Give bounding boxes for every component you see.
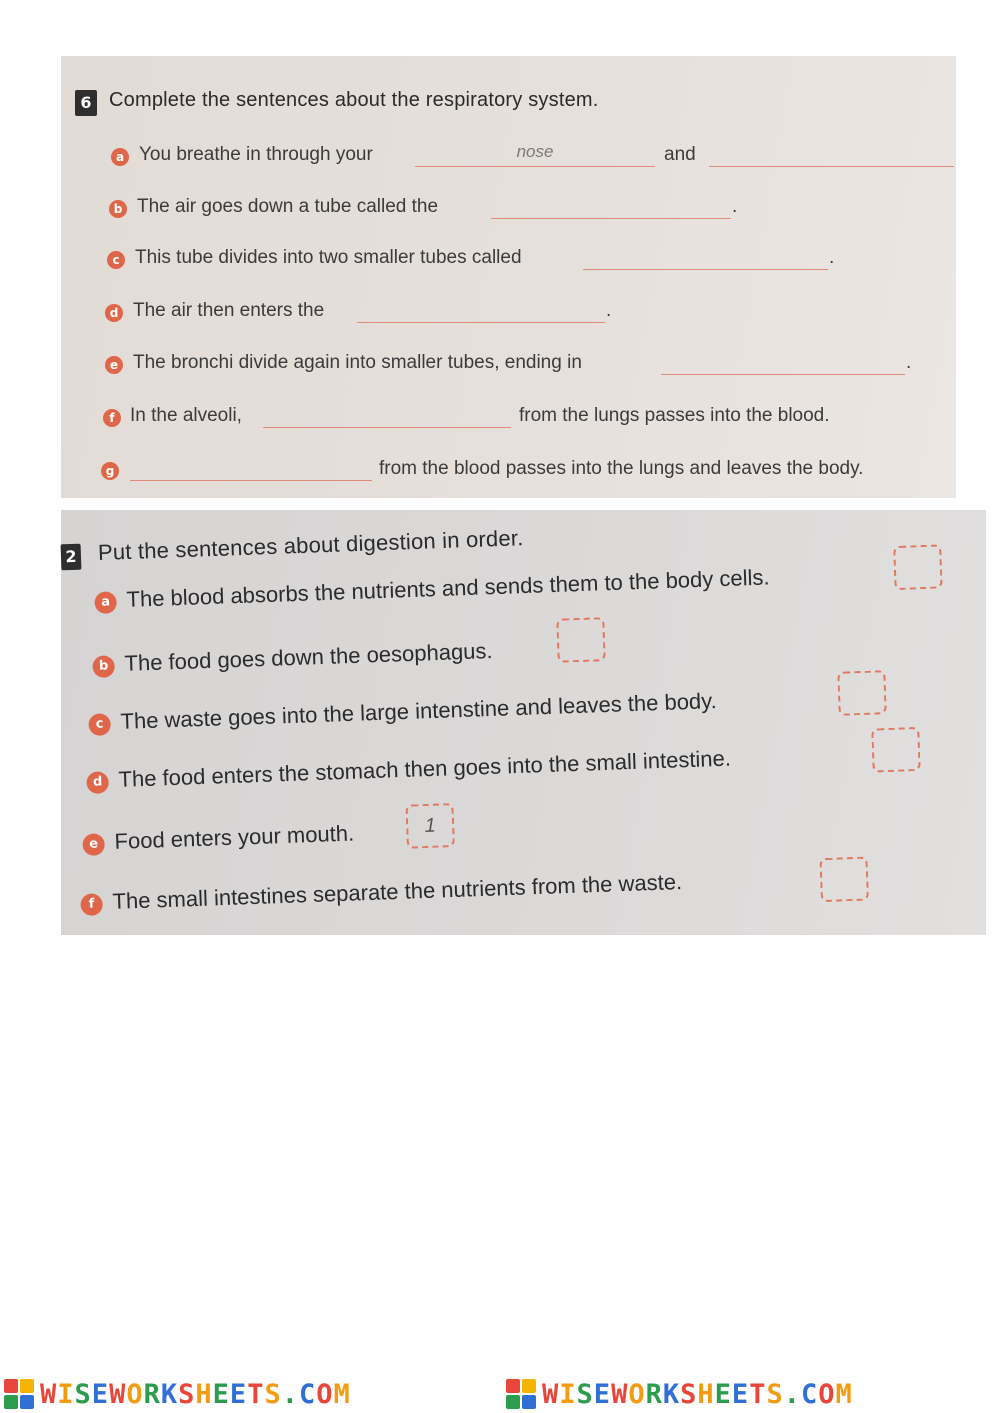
sentence-text: The food enters the stomach then goes into the small intestine. bbox=[118, 745, 732, 792]
order-box[interactable] bbox=[871, 727, 921, 773]
watermark-letter: C bbox=[800, 1378, 819, 1410]
sentence-text: from the blood passes into the lungs and leaves the body. bbox=[379, 458, 864, 479]
wise-logo-icon bbox=[4, 1379, 34, 1409]
answer-blank[interactable] bbox=[709, 142, 954, 167]
sentence-text: from the lungs passes into the blood. bbox=[519, 405, 830, 426]
sentence-text: and bbox=[664, 144, 696, 165]
watermark-left bbox=[4, 1376, 351, 1412]
sentence-e bbox=[61, 352, 956, 382]
item-letter-d: d bbox=[105, 304, 123, 322]
sentence-g bbox=[61, 458, 956, 488]
watermark-letter: E bbox=[593, 1378, 612, 1410]
logo-tile bbox=[506, 1379, 520, 1393]
logo-tile bbox=[522, 1379, 536, 1393]
sentence-f bbox=[61, 405, 956, 435]
watermark-letter: T bbox=[749, 1378, 767, 1410]
sentence-text: Food enters your mouth. bbox=[114, 820, 355, 854]
exercise-number-badge: 2 bbox=[61, 544, 82, 571]
sentence-text: The air goes down a tube called the bbox=[137, 196, 439, 217]
watermark-letter: C bbox=[298, 1378, 317, 1410]
sentence-text: You breathe in through your bbox=[139, 144, 373, 165]
answer-blank-nose[interactable]: nose bbox=[415, 142, 655, 167]
watermark-letter: W bbox=[611, 1378, 629, 1410]
watermark-letter: R bbox=[645, 1378, 663, 1410]
item-letter-g: g bbox=[101, 462, 119, 480]
wise-logo-icon bbox=[506, 1379, 536, 1409]
exercise-title: Put the sentences about digestion in order. bbox=[97, 525, 524, 565]
watermark-letter: O bbox=[628, 1378, 646, 1410]
order-box[interactable] bbox=[819, 857, 869, 903]
order-item-a bbox=[94, 558, 965, 638]
sentence-a bbox=[61, 144, 956, 174]
answer-blank[interactable] bbox=[491, 194, 731, 219]
watermark-letter: I bbox=[559, 1378, 577, 1410]
watermark-text bbox=[40, 1379, 351, 1410]
watermark-letter: H bbox=[697, 1378, 715, 1410]
item-letter-d: d bbox=[86, 771, 109, 794]
sentence-text: The blood absorbs the nutrients and sends them to the body cells. bbox=[126, 564, 770, 612]
sentence-text: This tube divides into two smaller tubes called bbox=[135, 247, 522, 268]
watermark-letter: I bbox=[57, 1378, 75, 1410]
order-item-b bbox=[92, 632, 653, 702]
watermark-right bbox=[506, 1376, 853, 1412]
item-letter-a: a bbox=[111, 148, 129, 166]
watermark-letter: O bbox=[818, 1378, 836, 1410]
answer-blank[interactable] bbox=[583, 245, 828, 270]
item-letter-b: b bbox=[92, 655, 115, 678]
item-letter-e: e bbox=[105, 356, 123, 374]
watermark-letter: S bbox=[74, 1378, 92, 1410]
logo-tile bbox=[20, 1395, 34, 1409]
item-letter-f: f bbox=[103, 409, 121, 427]
answer-blank[interactable] bbox=[263, 403, 511, 428]
watermark-letter: E bbox=[91, 1378, 110, 1410]
sentence-text: The food goes down the oesophagus. bbox=[124, 638, 493, 676]
watermark-letter: S bbox=[178, 1378, 196, 1410]
watermark-letter: W bbox=[542, 1378, 560, 1410]
logo-tile bbox=[20, 1379, 34, 1393]
watermark-letter: . bbox=[281, 1378, 299, 1410]
watermark-letter: E bbox=[714, 1378, 732, 1410]
item-letter-e: e bbox=[82, 833, 105, 856]
exercise-title: Complete the sentences about the respiratory system. bbox=[109, 89, 599, 111]
sentence-text: The air then enters the bbox=[133, 300, 325, 321]
order-box[interactable] bbox=[556, 617, 606, 663]
item-letter-b: b bbox=[109, 200, 127, 218]
exercise-number-badge: 6 bbox=[75, 90, 97, 116]
watermark-letter: R bbox=[143, 1378, 161, 1410]
order-item-e bbox=[82, 816, 484, 880]
watermark-text bbox=[542, 1379, 853, 1410]
item-letter-f: f bbox=[80, 893, 103, 916]
item-letter-a: a bbox=[94, 591, 117, 614]
respiratory-exercise-panel bbox=[61, 56, 956, 498]
order-box[interactable] bbox=[893, 544, 943, 590]
digestion-exercise-panel bbox=[61, 510, 986, 935]
watermark-letter: K bbox=[160, 1378, 179, 1410]
watermark-letter: E bbox=[229, 1378, 248, 1410]
watermark-letter: T bbox=[247, 1378, 265, 1410]
answer-blank[interactable] bbox=[661, 350, 905, 375]
watermark-letter: K bbox=[662, 1378, 681, 1410]
watermark-letter: S bbox=[576, 1378, 594, 1410]
sentence-end: . bbox=[606, 300, 612, 321]
watermark-letter: M bbox=[333, 1378, 351, 1410]
sentence-end: . bbox=[732, 196, 738, 217]
watermark-letter: E bbox=[731, 1378, 750, 1410]
sentence-text: In the alveoli, bbox=[130, 405, 242, 426]
watermark-letter: H bbox=[195, 1378, 213, 1410]
order-box[interactable] bbox=[837, 670, 887, 716]
watermark-letter: S bbox=[680, 1378, 698, 1410]
watermark-letter: S bbox=[766, 1378, 784, 1410]
sentence-c bbox=[61, 247, 956, 277]
sentence-text: The small intestines separate the nutrients from the waste. bbox=[112, 869, 683, 914]
watermark-letter: . bbox=[783, 1378, 801, 1410]
answer-blank[interactable] bbox=[357, 298, 605, 323]
sentence-text: The waste goes into the large intenstine and leaves the body. bbox=[120, 688, 718, 734]
footer-watermark bbox=[0, 1376, 1000, 1412]
order-box[interactable]: 1 bbox=[405, 803, 455, 849]
item-letter-c: c bbox=[88, 713, 111, 736]
watermark-letter: W bbox=[109, 1378, 127, 1410]
watermark-letter: O bbox=[126, 1378, 144, 1410]
watermark-letter: S bbox=[264, 1378, 282, 1410]
logo-tile bbox=[4, 1395, 18, 1409]
logo-tile bbox=[522, 1395, 536, 1409]
watermark-letter: O bbox=[316, 1378, 334, 1410]
answer-blank[interactable] bbox=[130, 456, 372, 481]
watermark-letter: W bbox=[40, 1378, 58, 1410]
watermark-letter: M bbox=[835, 1378, 853, 1410]
logo-tile bbox=[506, 1395, 520, 1409]
watermark-letter: E bbox=[212, 1378, 230, 1410]
logo-tile bbox=[4, 1379, 18, 1393]
sentence-end: . bbox=[906, 352, 912, 373]
sentence-end: . bbox=[829, 247, 835, 268]
sentence-text: The bronchi divide again into smaller tubes, ending in bbox=[133, 352, 582, 373]
sentence-d bbox=[61, 300, 956, 330]
item-letter-c: c bbox=[107, 251, 125, 269]
sentence-b bbox=[61, 196, 956, 226]
